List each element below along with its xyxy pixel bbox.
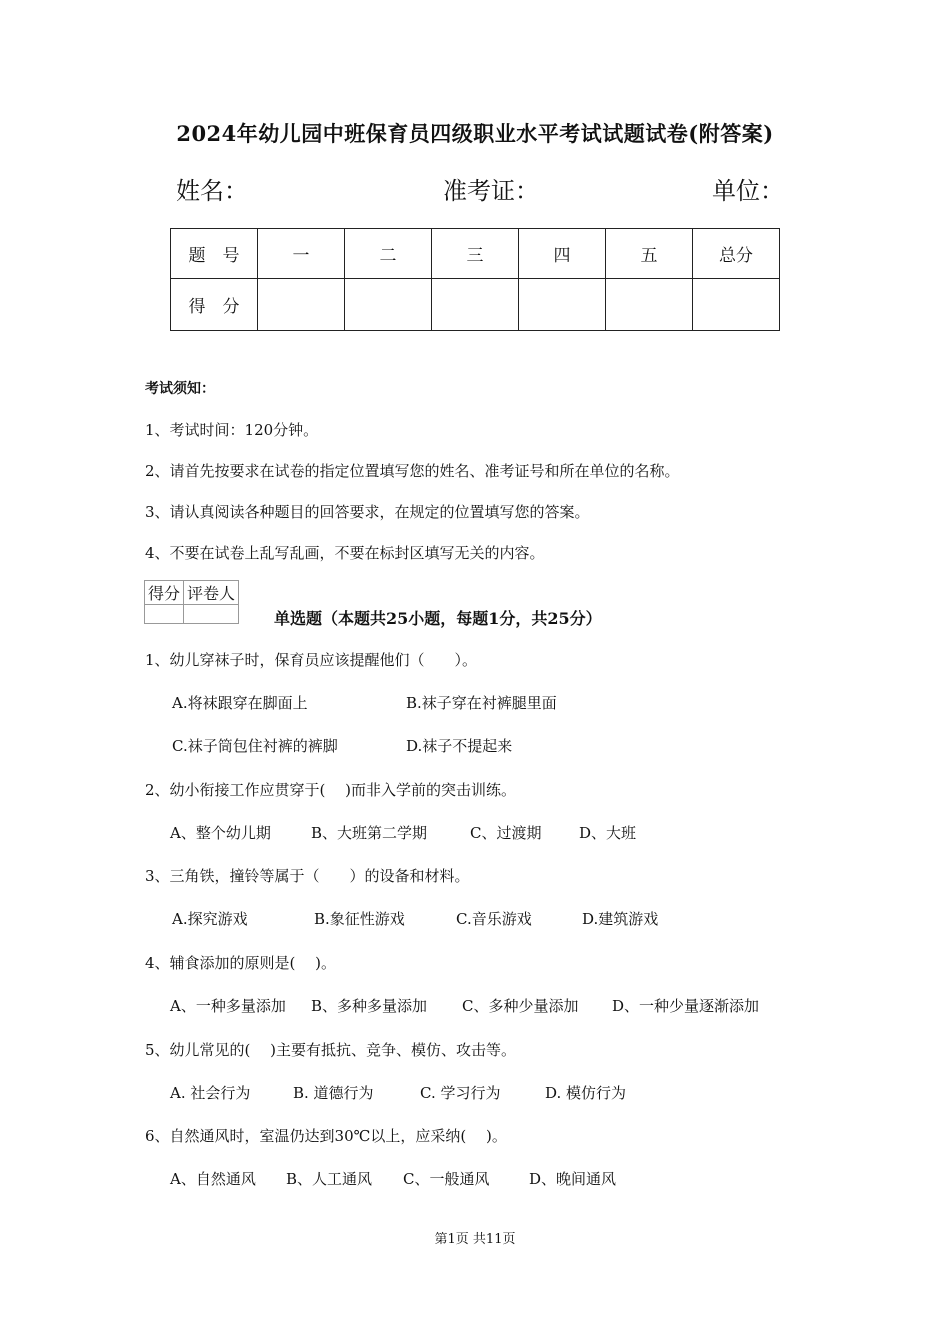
page-footer: 第1页 共11页 xyxy=(434,1232,516,1247)
question-option[interactable]: B.袜子穿在衬裤腿里面 xyxy=(406,694,557,712)
question-option[interactable]: C、多种少量添加 xyxy=(462,997,579,1015)
question-option[interactable]: A、自然通风 xyxy=(170,1170,256,1188)
score-header-cell: 二 xyxy=(345,229,432,279)
question-option[interactable]: D、晚间通风 xyxy=(529,1170,617,1188)
name-field-label: 姓名： xyxy=(176,177,248,205)
score-cell[interactable] xyxy=(258,279,345,331)
page-title: 2024年幼儿园中班保育员四级职业水平考试试题试卷(附答案) xyxy=(176,121,774,146)
question-option[interactable]: C.袜子筒包住衬裤的裤脚 xyxy=(172,737,338,755)
exam-number-field-label: 准考证： xyxy=(443,177,539,205)
score-cell[interactable] xyxy=(693,279,780,331)
question-stem: 2、幼小衔接工作应贯穿于( )而非入学前的突击训练。 xyxy=(145,781,517,799)
question-option[interactable]: B.象征性游戏 xyxy=(314,910,405,928)
grader-score-label: 得分 xyxy=(145,581,184,605)
question-option[interactable]: D.袜子不提起来 xyxy=(406,737,513,755)
score-cell[interactable] xyxy=(606,279,693,331)
grader-score-cell[interactable] xyxy=(145,605,184,624)
score-header-cell: 三 xyxy=(432,229,519,279)
score-header-cell: 一 xyxy=(258,229,345,279)
question-stem: 6、自然通风时，室温仍达到30℃以上，应采纳( )。 xyxy=(145,1127,507,1145)
question-option[interactable]: B. 道德行为 xyxy=(293,1084,374,1102)
question-option[interactable]: B、大班第二学期 xyxy=(311,824,428,842)
score-cell[interactable] xyxy=(519,279,606,331)
unit-field-label: 单位： xyxy=(712,177,784,205)
notice-item: 4、不要在试卷上乱写乱画，不要在标封区填写无关的内容。 xyxy=(145,544,545,562)
notice-item: 3、请认真阅读各种题目的回答要求，在规定的位置填写您的答案。 xyxy=(145,503,590,521)
question-stem: 3、三角铁，撞铃等属于（ ）的设备和材料。 xyxy=(145,867,470,885)
score-cell[interactable] xyxy=(345,279,432,331)
grader-box xyxy=(144,580,239,624)
question-option[interactable]: C、一般通风 xyxy=(403,1170,490,1188)
notice-item: 1、考试时间：120分钟。 xyxy=(145,421,319,439)
question-option[interactable]: B、多种多量添加 xyxy=(311,997,428,1015)
notice-heading: 考试须知： xyxy=(145,381,215,397)
notice-item: 2、请首先按要求在试卷的指定位置填写您的姓名、准考证号和所在单位的名称。 xyxy=(145,462,680,480)
score-row-label: 得 分 xyxy=(171,279,258,331)
question-option[interactable]: D. 模仿行为 xyxy=(545,1084,627,1102)
question-option[interactable]: D、大班 xyxy=(579,824,637,842)
score-header-cell: 五 xyxy=(606,229,693,279)
score-table-score-row xyxy=(171,279,780,331)
question-stem: 5、幼儿常见的( )主要有抵抗、竞争、模仿、攻击等。 xyxy=(145,1041,517,1059)
question-option[interactable]: D.建筑游戏 xyxy=(582,910,659,928)
score-table xyxy=(170,228,780,331)
grader-reviewer-label: 评卷人 xyxy=(184,581,239,605)
question-stem: 4、辅食添加的原则是( )。 xyxy=(145,954,337,972)
question-option[interactable]: A. 社会行为 xyxy=(170,1084,251,1102)
score-cell[interactable] xyxy=(432,279,519,331)
score-header-cell: 四 xyxy=(519,229,606,279)
question-option[interactable]: A、整个幼儿期 xyxy=(170,824,271,842)
score-table-header-row xyxy=(171,229,780,279)
question-option[interactable]: D、一种少量逐渐添加 xyxy=(612,997,760,1015)
question-stem: 1、幼儿穿袜子时，保育员应该提醒他们（ ）。 xyxy=(145,651,478,669)
score-header-cell: 总分 xyxy=(693,229,780,279)
grader-reviewer-cell[interactable] xyxy=(184,605,239,624)
section-title: 单选题（本题共25小题，每题1分，共25分） xyxy=(274,609,602,628)
question-option[interactable]: A.探究游戏 xyxy=(172,910,248,928)
question-option[interactable]: C.音乐游戏 xyxy=(456,910,532,928)
question-option[interactable]: A.将袜跟穿在脚面上 xyxy=(172,694,308,712)
question-option[interactable]: A、一种多量添加 xyxy=(170,997,286,1015)
score-header-cell: 题 号 xyxy=(171,229,258,279)
question-option[interactable]: B、人工通风 xyxy=(286,1170,373,1188)
question-option[interactable]: C. 学习行为 xyxy=(420,1084,501,1102)
question-option[interactable]: C、过渡期 xyxy=(470,824,542,842)
